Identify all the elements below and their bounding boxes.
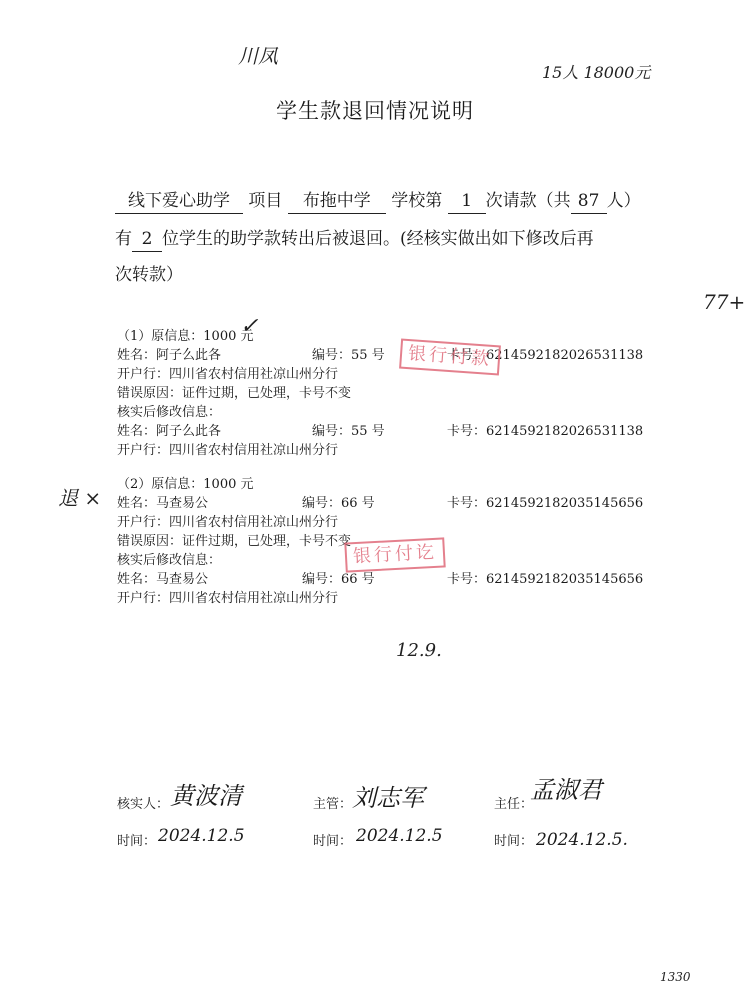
intro-line-1 bbox=[115, 183, 641, 219]
director-date: 2024.12.5. bbox=[536, 830, 628, 850]
card-number: 卡号：6214592182035145656 bbox=[447, 572, 644, 587]
record-header: （1）原信息：1000 元 bbox=[117, 329, 254, 344]
student-name: 姓名：阿子么此各 bbox=[117, 424, 222, 439]
returned-count: 2 bbox=[132, 227, 162, 252]
handwritten-note-top-right: 15人 18000元 bbox=[542, 63, 651, 82]
student-name: 姓名：阿子么此各 bbox=[117, 348, 222, 363]
supervisor-date: 2024.12.5 bbox=[356, 826, 443, 846]
bank-name: 开户行：四川省农村信用社凉山州分行 bbox=[117, 443, 339, 458]
verifier-label: 核实人： bbox=[117, 797, 170, 812]
intro-text-times: 次请款（共 bbox=[485, 191, 571, 211]
handwritten-note-bottom-right: 1330 bbox=[660, 970, 691, 984]
intro-text-project: 项目 bbox=[248, 191, 283, 211]
intro-text-school: 学校第 bbox=[391, 191, 443, 211]
student-name: 姓名：马查易公 bbox=[117, 572, 209, 587]
handwritten-note-right-margin: 77+ bbox=[703, 290, 746, 314]
check-mark-icon: ✓ bbox=[240, 314, 259, 339]
error-reason: 错误原因：证件过期，已处理，卡号不变 bbox=[117, 534, 352, 549]
intro-line-2 bbox=[115, 221, 594, 257]
project-name: 线下爱心助学 bbox=[115, 189, 243, 214]
verified-heading: 核实后修改信息： bbox=[117, 405, 222, 420]
time-label: 时间： bbox=[117, 834, 157, 849]
bank-name: 开户行：四川省农村信用社凉山州分行 bbox=[117, 367, 339, 382]
page-title: 学生款退回情况说明 bbox=[276, 99, 474, 123]
card-number: 卡号：6214592182026531138 bbox=[447, 348, 644, 363]
handwritten-note-top-left: 川凤 bbox=[238, 44, 278, 68]
supervisor-signature: 刘志军 bbox=[352, 784, 424, 812]
record-header: （2）原信息：1000 元 bbox=[117, 477, 254, 492]
time-label: 时间： bbox=[313, 834, 353, 849]
card-number: 卡号：6214592182035145656 bbox=[447, 496, 644, 511]
intro-text-have: 有 bbox=[115, 229, 132, 249]
student-id: 编号：66 号 bbox=[302, 572, 375, 587]
director-signature: 孟淑君 bbox=[530, 776, 602, 804]
handwritten-note-center: 12.9. bbox=[396, 640, 442, 661]
school-name: 布拖中学 bbox=[288, 189, 386, 214]
verifier-date: 2024.12.5 bbox=[158, 826, 245, 846]
record-1 bbox=[117, 327, 677, 460]
verified-heading: 核实后修改信息： bbox=[117, 553, 222, 568]
card-number: 卡号：6214592182026531138 bbox=[447, 424, 644, 439]
error-reason: 错误原因：证件过期，已处理，卡号不变 bbox=[117, 386, 352, 401]
supervisor-label: 主管： bbox=[313, 797, 353, 812]
intro-text-sentence: 位学生的助学款转出后被退回。(经核实做出如下修改后再 bbox=[162, 229, 594, 249]
bank-name: 开户行：四川省农村信用社凉山州分行 bbox=[117, 515, 339, 530]
bank-paid-stamp: 银行付款 bbox=[399, 339, 501, 376]
student-id: 编号：55 号 bbox=[312, 424, 385, 439]
student-id: 编号：66 号 bbox=[302, 496, 375, 511]
bank-name: 开户行：四川省农村信用社凉山州分行 bbox=[117, 591, 339, 606]
student-id: 编号：55 号 bbox=[312, 348, 385, 363]
student-name: 姓名：马查易公 bbox=[117, 496, 209, 511]
total-students: 87 bbox=[571, 189, 607, 214]
verifier-signature: 黄波清 bbox=[170, 782, 242, 810]
handwritten-note-left-margin: 退 × bbox=[58, 486, 102, 510]
time-label: 时间： bbox=[494, 834, 534, 849]
director-label: 主任： bbox=[494, 797, 534, 812]
intro-line-3: 次转款） bbox=[115, 265, 183, 285]
request-times: 1 bbox=[448, 189, 486, 214]
bank-paid-stamp: 银行付讫 bbox=[344, 537, 445, 572]
intro-text-people: 人） bbox=[606, 191, 641, 211]
